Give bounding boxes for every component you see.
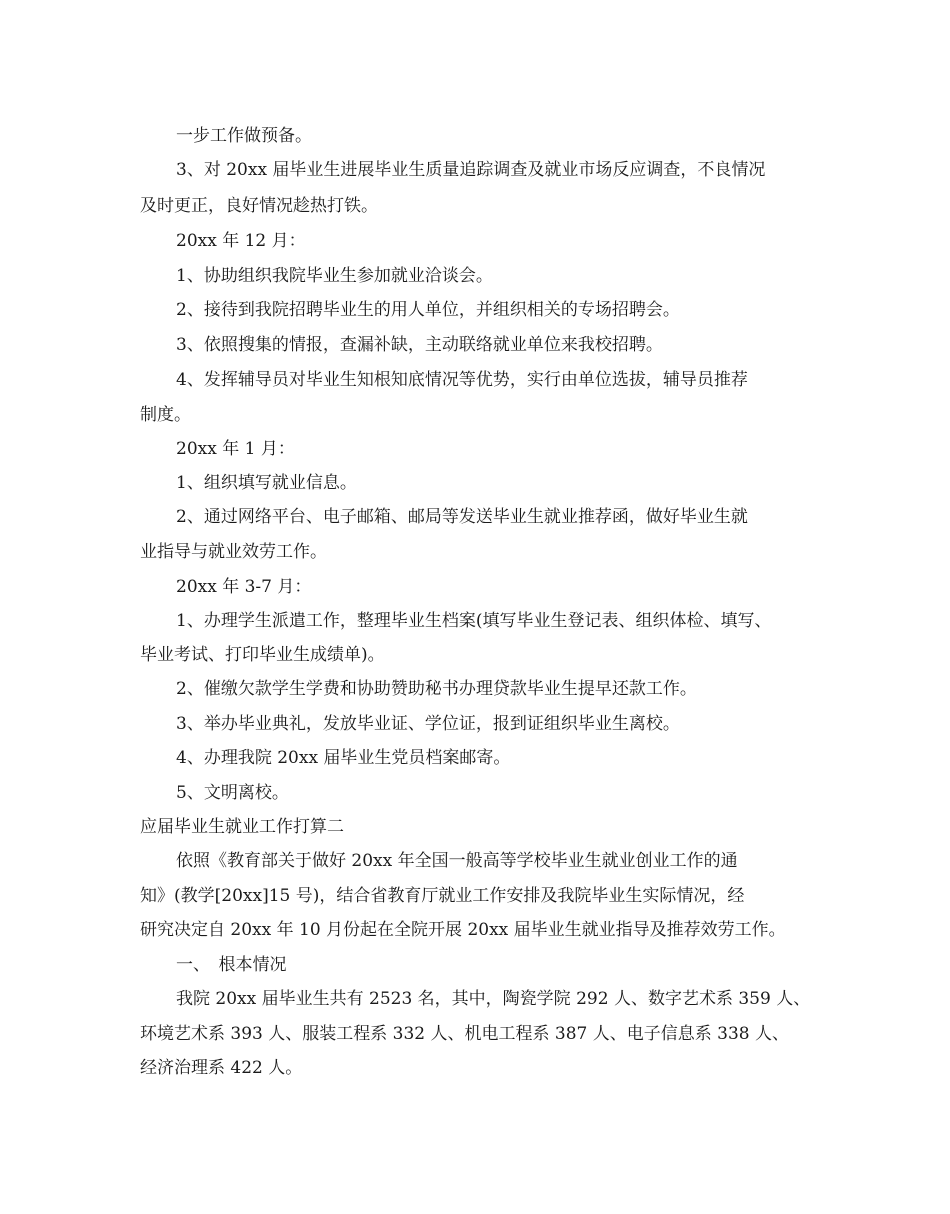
paragraph-line: 5、文明离校。 — [176, 783, 289, 803]
paragraph-line: 制度。 — [140, 405, 191, 425]
paragraph-line: 经济治理系 422 人。 — [140, 1058, 303, 1078]
paragraph-line: 1、组织填写就业信息。 — [176, 473, 357, 493]
paragraph-line: 2、催缴欠款学生学费和协助赞助秘书办理贷款毕业生提早还款工作。 — [176, 679, 697, 699]
paragraph-line: 3、举办毕业典礼，发放毕业证、学位证，报到证组织毕业生离校。 — [176, 714, 680, 734]
paragraph-line: 研究决定自 20xx 年 10 月份起在全院开展 20xx 届毕业生就业指导及推荐效劳工作。 — [140, 920, 786, 940]
paragraph-line: 3、对 20xx 届毕业生进展毕业生质量追踪调查及就业市场反应调查，不良情况 — [176, 160, 766, 180]
paragraph-line: 依照《教育部关于做好 20xx 年全国一般高等学校毕业生就业创业工作的通 — [176, 851, 738, 871]
paragraph-line: 2、通过网络平台、电子邮箱、邮局等发送毕业生就业推荐函，做好毕业生就 — [176, 507, 748, 527]
paragraph-line: 一步工作做预备。 — [176, 126, 312, 146]
paragraph-line: 毕业考试、打印毕业生成绩单)。 — [140, 645, 385, 665]
paragraph-line: 知》(教学[20xx]15 号)，结合省教育厅就业工作安排及我院毕业生实际情况，经 — [140, 886, 745, 906]
section-date-heading: 20xx 年 12 月： — [176, 231, 306, 251]
paragraph-line: 我院 20xx 届毕业生共有 2523 名，其中，陶瓷学院 292 人、数字艺术系 359 人、 — [176, 989, 811, 1009]
paragraph-line: 环境艺术系 393 人、服装工程系 332 人、机电工程系 387 人、电子信息系 338 人、 — [140, 1024, 790, 1044]
paragraph-line: 1、办理学生派遣工作，整理毕业生档案(填写毕业生登记表、组织体检、填写、 — [176, 611, 772, 631]
paragraph-line: 4、办理我院 20xx 届毕业生党员档案邮寄。 — [176, 748, 511, 768]
section-date-heading: 20xx 年 3-7 月： — [176, 577, 312, 597]
section-subheading: 一、 根本情况 — [176, 955, 287, 975]
paragraph-line: 2、接待到我院招聘毕业生的用人单位，并组织相关的专场招聘会。 — [176, 300, 680, 320]
paragraph-line: 3、依照搜集的情报，查漏补缺，主动联络就业单位来我校招聘。 — [176, 335, 663, 355]
paragraph-line: 业指导与就业效劳工作。 — [140, 542, 327, 562]
paragraph-line: 1、协助组织我院毕业生参加就业洽谈会。 — [176, 266, 493, 286]
paragraph-line: 及时更正，良好情况趁热打铁。 — [140, 196, 378, 216]
paragraph-line: 4、发挥辅导员对毕业生知根知底情况等优势，实行由单位选拔，辅导员推荐 — [176, 370, 748, 390]
section-date-heading: 20xx 年 1 月： — [176, 439, 295, 459]
section-title: 应届毕业生就业工作打算二 — [140, 817, 344, 837]
